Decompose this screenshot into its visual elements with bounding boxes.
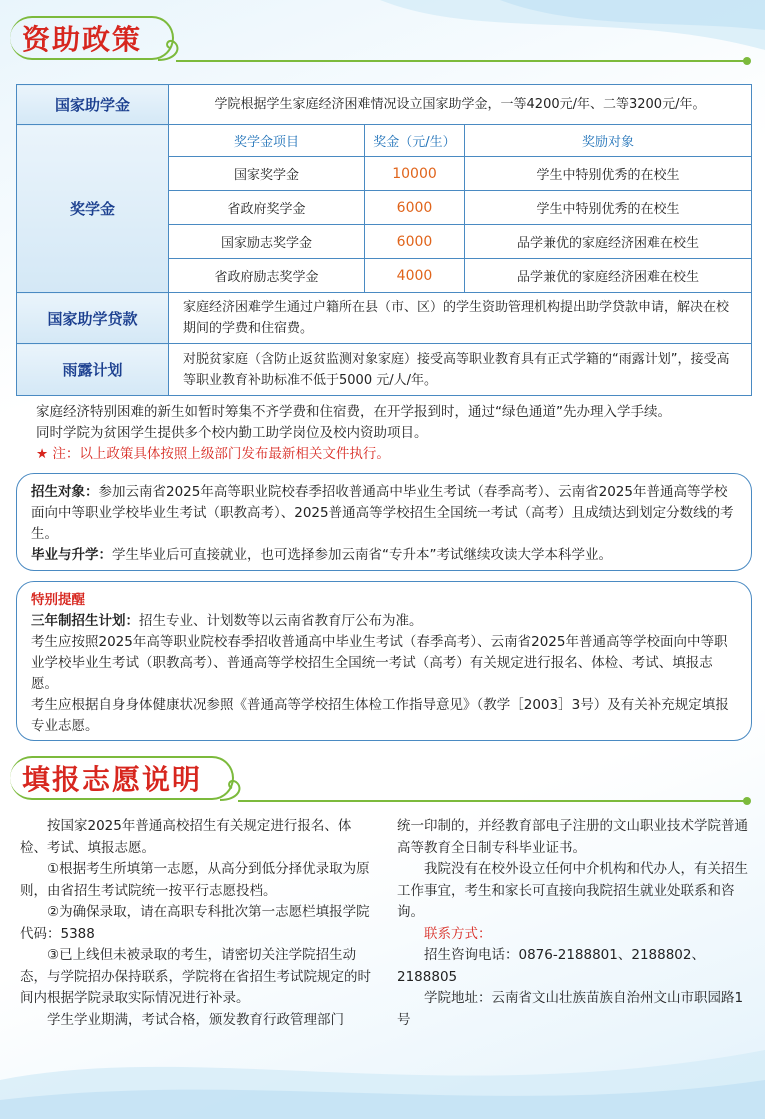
scholarship-name: 省政府励志奖学金 <box>169 259 365 293</box>
scholarship-amount: 10000 <box>365 157 465 191</box>
reminder-paragraph: 考生应根据自身身体健康状况参照《普通高等学校招生体检工作指导意见》（教学［2003］3号）及有关补充规定填报专业志愿。 <box>31 697 729 734</box>
scholarship-target: 学生中特别优秀的在校生 <box>465 191 752 225</box>
rain-description: 对脱贫家庭（含防止返贫监测对象家庭）接受高等职业教育具有正式学籍的“雨露计划”，接受高等职业教育补助标准不低于5000 元/人/年。 <box>169 344 752 396</box>
policy-table <box>16 84 752 396</box>
scholarship-amount: 6000 <box>365 191 465 225</box>
loan-description: 家庭经济困难学生通过户籍所在县（市、区）的学生资助管理机构提出助学贷款申请，解决在校期间的学费和住宿费。 <box>169 293 752 344</box>
guide-left-column <box>20 816 378 1031</box>
category-grant: 国家助学金 <box>17 85 169 125</box>
table-row-grant <box>17 85 752 125</box>
contact-address: 学院地址：云南省文山壮族苗族自治州文山市职园路1号 <box>397 990 744 1028</box>
plan-text: 招生专业、计划数等以云南省教育厅公布为准。 <box>139 613 423 629</box>
reminder-title: 特别提醒 <box>31 592 85 608</box>
section-line-dot <box>743 57 751 65</box>
grad-label: 毕业与升学： <box>31 547 112 563</box>
header-target: 奖励对象 <box>465 125 752 157</box>
scholarship-target: 品学兼优的家庭经济困难在校生 <box>465 259 752 293</box>
plan-label: 三年制招生计划： <box>31 613 139 629</box>
section-pill <box>10 16 174 60</box>
policy-notes <box>36 402 671 465</box>
scholarship-name: 省政府奖学金 <box>169 191 365 225</box>
reminder-box <box>16 581 752 741</box>
table-row-loan <box>17 293 752 344</box>
enroll-label: 招生对象： <box>31 484 99 500</box>
category-scholarship: 奖学金 <box>17 125 169 293</box>
scholarship-name: 国家励志奖学金 <box>169 225 365 259</box>
note-star: ★ 注：以上政策具体按照上级部门发布最新相关文件执行。 <box>36 446 390 462</box>
enroll-paragraph <box>31 482 737 545</box>
contact-phone: 招生咨询电话：0876-2188801、2188802、2188805 <box>397 947 705 985</box>
section-underline <box>176 60 746 62</box>
category-rain: 雨露计划 <box>17 344 169 396</box>
background-wave-bottom <box>0 1020 765 1119</box>
section-pill <box>10 756 234 800</box>
section-line-dot <box>743 797 751 805</box>
guide-paragraph: 按国家2025年普通高校招生有关规定进行报名、体检、考试、填报志愿。 <box>20 818 352 856</box>
guide-paragraph: ①根据考生所填第一志愿，从高分到低分择优录取为原则，由省招生考试院统一按平行志愿投档。 <box>20 861 370 899</box>
section-title: 资助政策 <box>22 23 143 56</box>
scholarship-target: 学生中特别优秀的在校生 <box>465 157 752 191</box>
enrollment-box <box>16 473 752 571</box>
scholarship-target: 品学兼优的家庭经济困难在校生 <box>465 225 752 259</box>
table-row-scholarship-header <box>17 125 752 157</box>
grad-text: 学生毕业后可直接就业，也可选择参加云南省“专升本”考试继续攻读大学本科学业。 <box>112 547 612 563</box>
section-header-policy <box>0 16 200 62</box>
grad-paragraph <box>31 545 737 566</box>
guide-paragraph: 我院没有在校外设立任何中介机构和代办人，有关招生工作事宜，考生和家长可直接向我院招生就业处联系和咨询。 <box>397 861 748 920</box>
enroll-text: 参加云南省2025年高等职业院校春季招收普通高中毕业生考试（春季高考）、云南省2025年普通高等学校面向中等职业学校毕业生考试（职教高考）、2025普通高等学校招生全国统一考试（高考）且成绩达到划定分数线的考生。 <box>31 484 734 542</box>
scholarship-amount: 4000 <box>365 259 465 293</box>
contact-label: 联系方式： <box>424 925 492 942</box>
guide-paragraph: ③已上线但未被录取的考生，请密切关注学院招生动态，与学院招办保持联系，学院将在省招生考试院规定的时间内根据学院录取实际情况进行补录。 <box>20 947 371 1006</box>
header-item: 奖学金项目 <box>169 125 365 157</box>
curl-ornament-icon <box>156 34 186 62</box>
note-line: 同时学院为贫困学生提供多个校内勤工助学岗位及校内资助项目。 <box>36 425 428 441</box>
category-loan: 国家助学贷款 <box>17 293 169 344</box>
table-row-rain <box>17 344 752 396</box>
section-title: 填报志愿说明 <box>22 763 203 796</box>
guide-paragraph: 学生学业期满，考试合格，颁发教育行政管理部门 <box>47 1011 344 1028</box>
header-amount: 奖金（元/生） <box>365 125 465 157</box>
guide-right-column <box>397 816 755 1031</box>
guide-paragraph: 统一印制的，并经教育部电子注册的文山职业技术学院普通高等教育全日制专科毕业证书。 <box>397 818 748 856</box>
note-line: 家庭经济特别困难的新生如暂时筹集不齐学费和住宿费，在开学报到时，通过“绿色通道”先办理入学手续。 <box>36 404 671 420</box>
plan-paragraph <box>31 611 737 632</box>
section-underline <box>238 800 746 802</box>
reminder-paragraph: 考生应按照2025年高等职业院校春季招收普通高中毕业生考试（春季高考）、云南省2025年普通高等学校面向中等职业学校毕业生考试（职教高考）、普通高等学校招生全国统一考试（高考）有关规定进行报名、体检、考试、填报志愿。 <box>31 634 728 692</box>
guide-paragraph: ②为确保录取，请在高职专科批次第一志愿栏填报学院代码：5388 <box>20 904 370 942</box>
curl-ornament-icon <box>218 774 248 802</box>
scholarship-name: 国家奖学金 <box>169 157 365 191</box>
scholarship-amount: 6000 <box>365 225 465 259</box>
section-header-guide <box>0 756 260 802</box>
grant-description: 学院根据学生家庭经济困难情况设立国家助学金，一等4200元/年、二等3200元/年。 <box>169 85 752 125</box>
